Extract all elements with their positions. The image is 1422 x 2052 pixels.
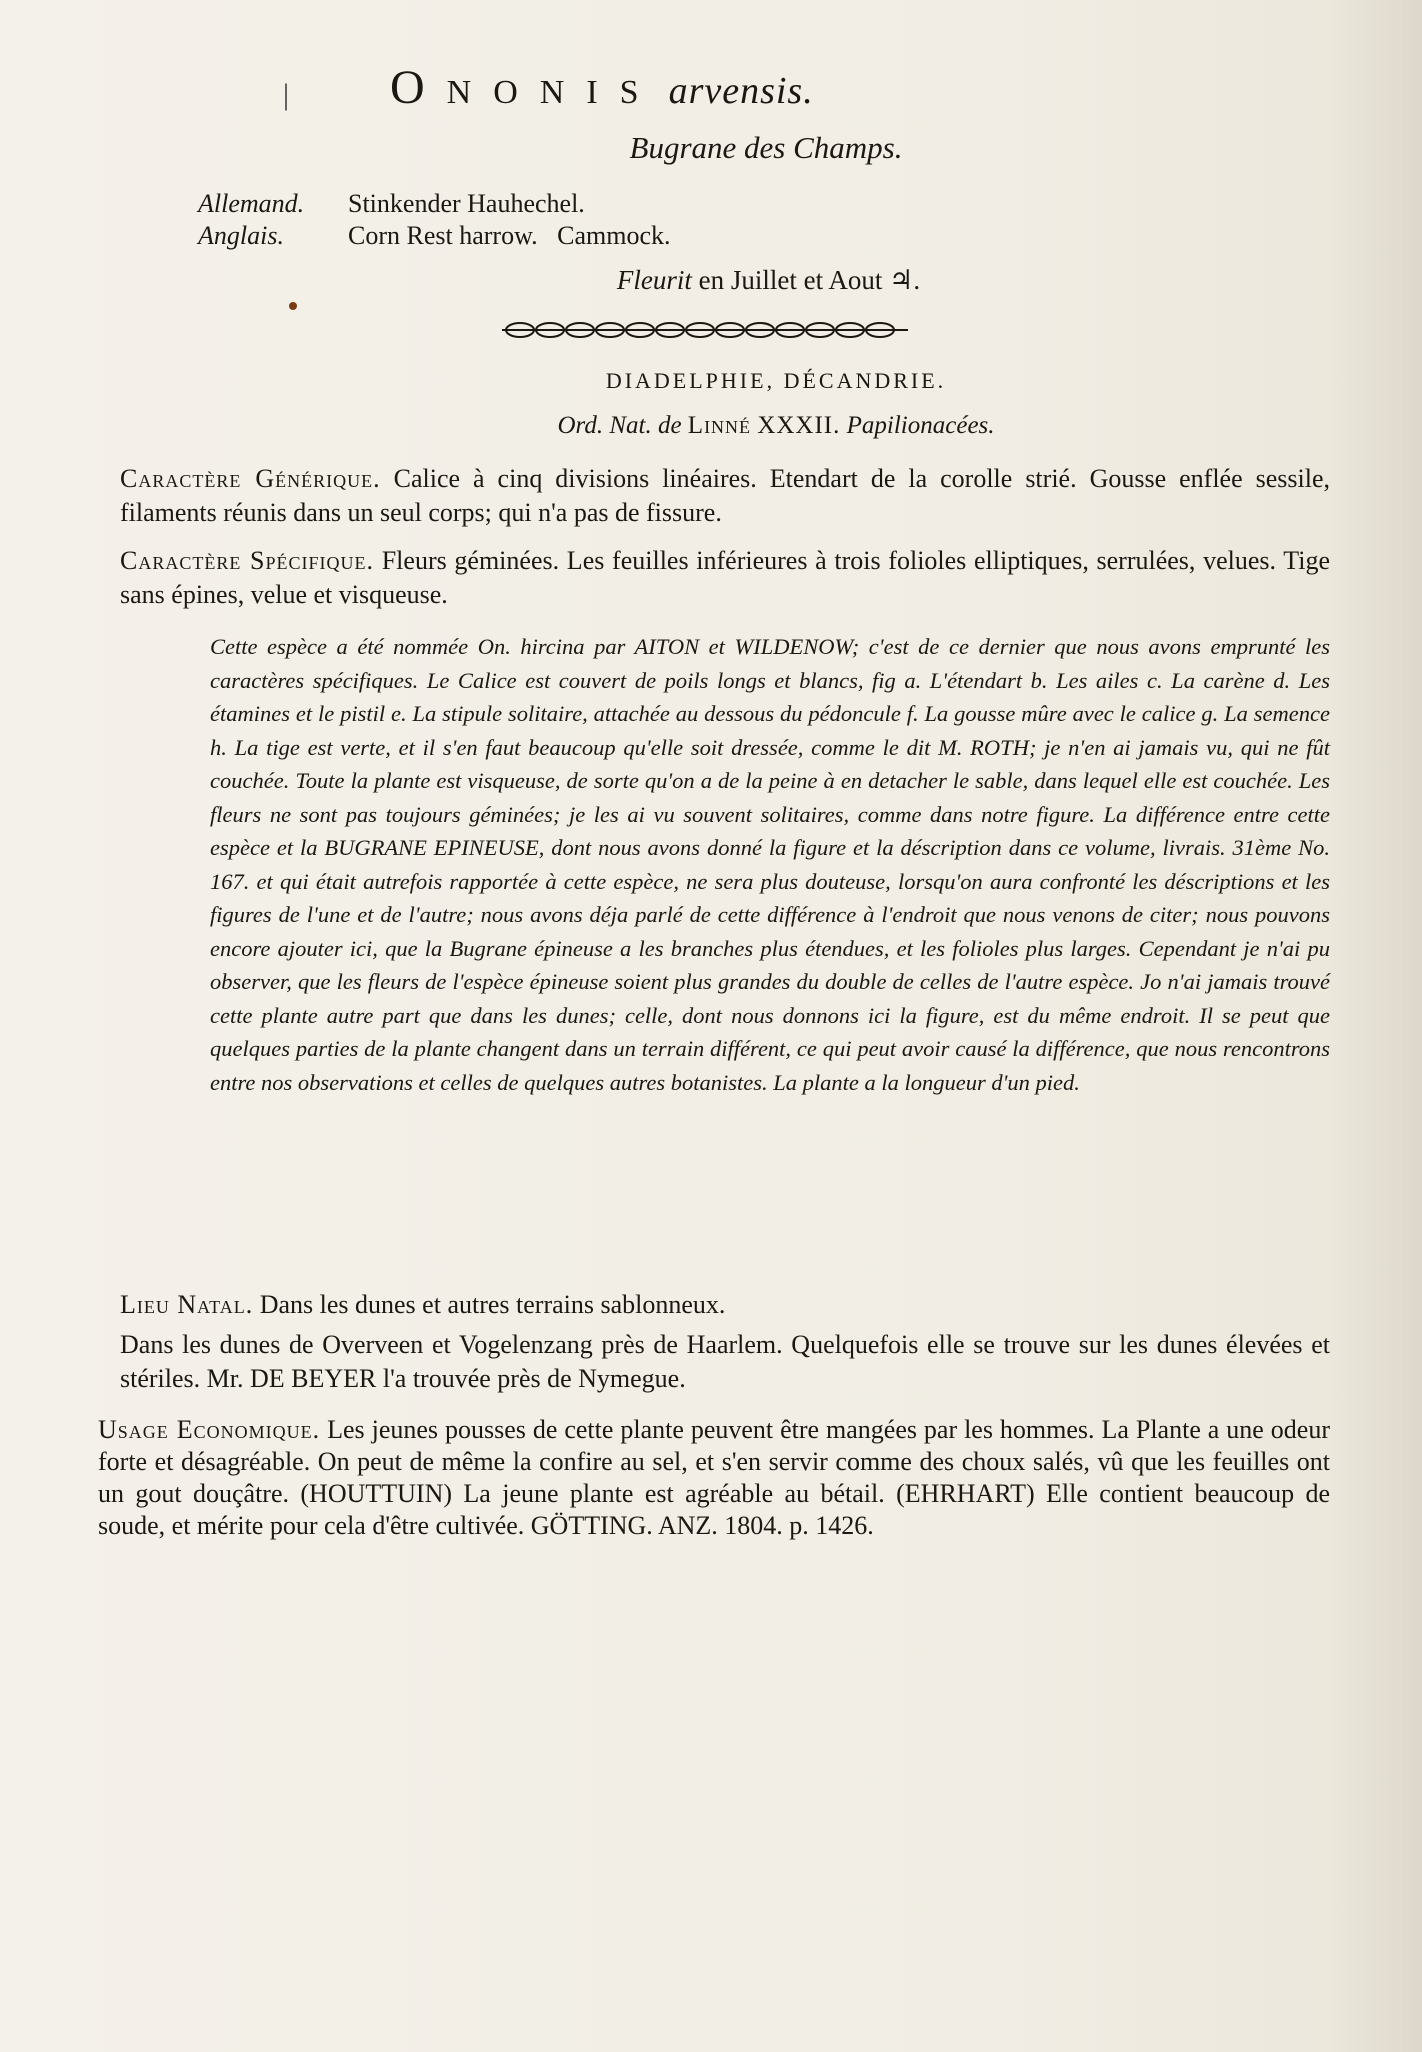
usage-text: Les jeunes pousses de cette plante peuvent être mangées par les hommes. La Plante a une odeur forte et désagréable. On peut de même la confire au sel, et s'en servir comme des choux salés, vû que les feuilles ont un gout douçâtre. (HOUTTUIN) La jeune plante est agréable au bétail. (EHRHART) Elle contient beaucoup de soude, et mérite pour cela d'être cultivée. GÖTTING. ANZ. 1804. p. 1426. <box>98 1415 1331 1540</box>
specific-character-paragraph <box>120 544 1330 612</box>
natural-order <box>0 412 1422 440</box>
order-family: Papilionacées. <box>846 412 995 439</box>
habitat-heading: Lieu Natal. <box>120 1290 254 1319</box>
margin-mark: | <box>283 78 290 111</box>
common-name-row <box>198 220 671 252</box>
ornament-divider-icon <box>500 318 910 342</box>
common-names-list <box>198 188 671 252</box>
flowering-verb: Fleurit <box>616 265 692 295</box>
language-label: Anglais. <box>198 221 284 250</box>
description-notes: Cette espèce a été nommée On. hircina par AITON et WILDENOW; c'est de ce dernier que nous avons emprunté les caractères spécifiques. Le Calice est couvert de poils longs et blancs, fig a. L'étendart b. Les ailes c. La carène d. Les étamines et le pistil e. La stipule solitaire, attachée au dessous du pédoncule f. La gousse mûre avec le calice g. La semence h. La tige est verte, et il s'en faut beaucoup qu'elle soit dressée, comme le dit M. ROTH; je n'en ai jamais vu, qui ne fût couchée. Toute la plante est visqueuse, de sorte qu'on a de la peine à en detacher le sable, dans lequel elle est couchée. Les fleurs ne sont pas toujours géminées; je les ai vu souvent solitaires, comme dans notre figure. La différence entre cette espèce et la BUGRANE EPINEUSE, dont nous avons donné la figure et la déscription dans ce volume, livrais. 31ème No. 167. et qui était autrefois rapportée à cette espèce, ne sera plus douteuse, lorsqu'on aura confronté les déscriptions et les figures de l'une et de l'autre; nous avons déja parlé de cette différence à l'endroit que nous venons de citer; nous pouvons encore ajouter ici, que la Bugrane épineuse a les branches plus étendues, et les folioles plus larges. Cependant je n'ai pu observer, que les fleurs de l'espèce épineuse soient plus grandes du double de celles de l'autre espèce. Jo n'ai jamais trouvé cette plante autre part que dans les dunes; celle, dont nous donnons ici la figure, est du même endroit. Il se peut que quelques parties de la plante changent dans un terrain différent, ce qui peut avoir causé la différence, que nous rencontrons entre nos observations et celles de quelques autres botanistes. La plante a la longueur d'un pied. <box>210 634 1330 1095</box>
species-name: arvensis. <box>668 70 814 112</box>
generic-character-paragraph <box>120 462 1330 530</box>
common-name-value: Stinkender Hauhechel. <box>348 189 585 218</box>
french-common-name: Bugrane des Champs. <box>629 130 903 165</box>
linnaean-class: DIADELPHIE, DÉCANDRIE. <box>605 368 947 393</box>
habitat-text: Dans les dunes et autres terrains sablonneux. <box>259 1290 726 1319</box>
habitat-paragraph <box>120 1288 1330 1322</box>
page-title <box>390 60 1190 130</box>
page-edge-shadow <box>1330 0 1422 2052</box>
common-name-row <box>198 188 671 220</box>
genus-name: Ononis <box>390 61 661 114</box>
usage-heading: Usage Economique. <box>98 1415 321 1444</box>
order-author: Linné <box>687 412 752 439</box>
specific-character-heading: Caractère Spécifique. <box>120 546 375 575</box>
order-number: XXXII. <box>757 412 841 439</box>
usage-paragraph <box>98 1414 1330 1542</box>
flowering-period <box>0 265 1422 296</box>
language-label: Allemand. <box>198 189 305 218</box>
generic-character-heading: Caractère Générique. <box>120 464 381 493</box>
localities-paragraph: Dans les dunes de Overveen et Vogelenzang près de Haarlem. Quelquefois elle se trouve sur les dunes élevées et stériles. Mr. DE BEYER l'a trouvée près de Nymegue. <box>120 1330 1330 1393</box>
specific-character-text: Fleurs géminées. Les feuilles inférieures à trois folioles elliptiques, serrulées, velues. Tige sans épines, velue et visqueuse. <box>120 546 1331 609</box>
generic-character-text: Calice à cinq divisions linéaires. Etendart de la corolle strié. Gousse enflée sessile, filaments réunis dans un seul corps; qui n'a pas de fissure. <box>120 464 1331 527</box>
flowering-text: en Juillet et Aout ♃. <box>698 265 921 295</box>
common-name-value: Corn Rest harrow. Cammock. <box>348 221 671 250</box>
order-prefix: Ord. Nat. de <box>557 412 682 439</box>
ink-spot <box>289 302 297 310</box>
